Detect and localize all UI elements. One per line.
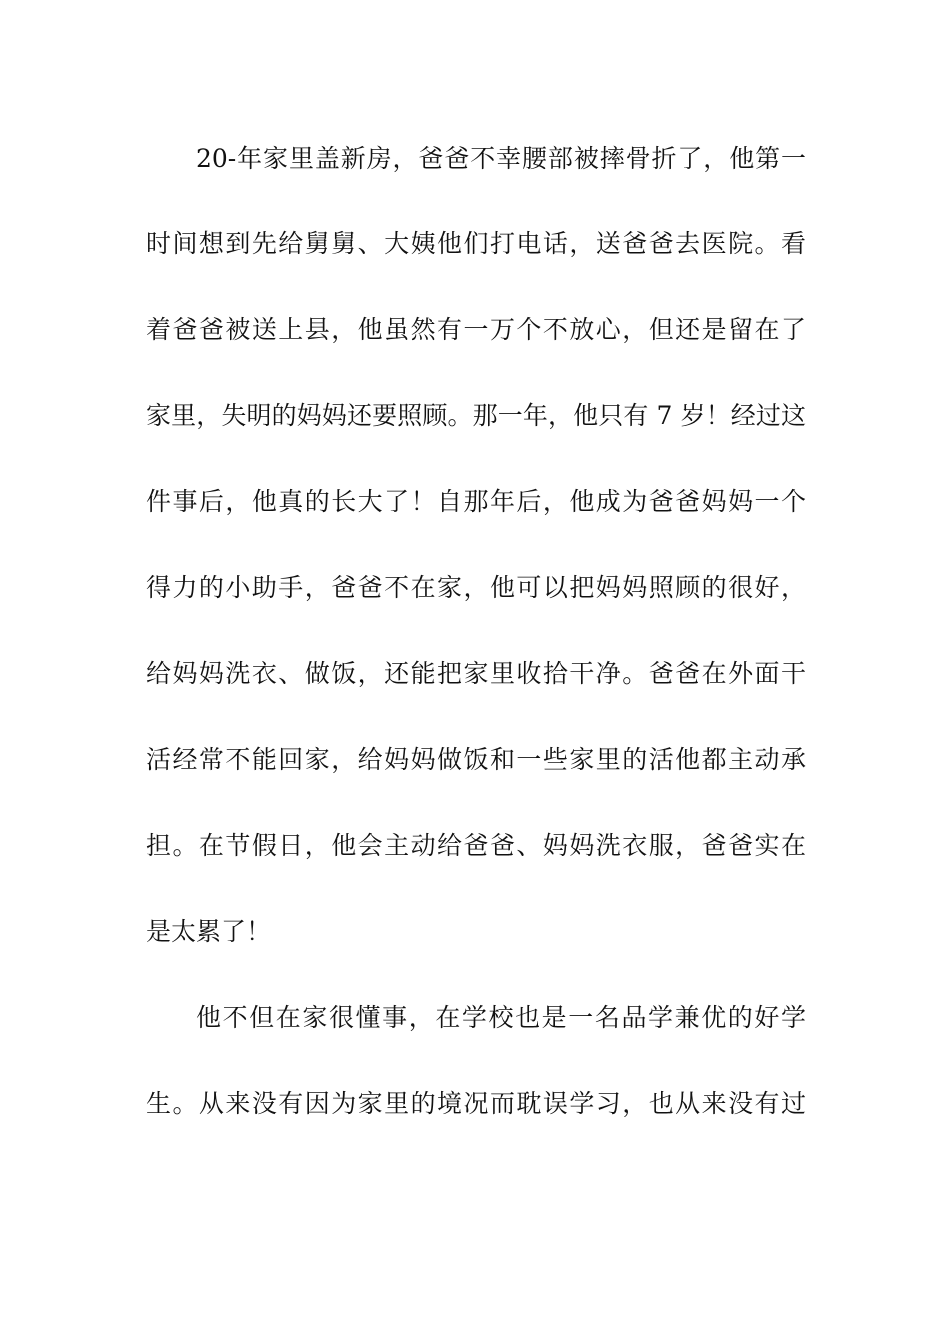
paragraph-1-line-7: 给妈妈洗衣、做饭，还能把家里收拾干净。爸爸在外面干 [146, 659, 806, 688]
paragraph-1-line-3: 着爸爸被送上县，他虽然有一万个不放心，但还是留在了 [146, 315, 806, 344]
paragraph-1-line-10: 是太累了！ [146, 917, 272, 946]
paragraph-1-line-6: 得力的小助手，爸爸不在家，他可以把妈妈照顾的很好， [146, 573, 806, 602]
paragraph-1-line-2: 时间想到先给舅舅、大姨他们打电话，送爸爸去医院。看 [146, 229, 806, 258]
paragraph-1-line-5: 件事后，他真的长大了！自那年后，他成为爸爸妈妈一个 [146, 487, 806, 516]
paragraph-2-line-1: 他不但在家很懂事，在学校也是一名品学兼优的好学 [196, 1003, 806, 1032]
paragraph-1-line-9: 担。在节假日，他会主动给爸爸、妈妈洗衣服，爸爸实在 [146, 831, 806, 860]
paragraph-2-line-2: 生。从来没有因为家里的境况而耽误学习，也从来没有过 [146, 1089, 806, 1118]
paragraph-1-line-4: 家里，失明的妈妈还要照顾。那一年，他只有 7 岁！经过这 [146, 401, 806, 430]
paragraph-1-line-1: 20-年家里盖新房，爸爸不幸腰部被摔骨折了，他第一 [196, 144, 806, 173]
paragraph-1-line-8: 活经常不能回家，给妈妈做饭和一些家里的活他都主动承 [146, 745, 806, 774]
